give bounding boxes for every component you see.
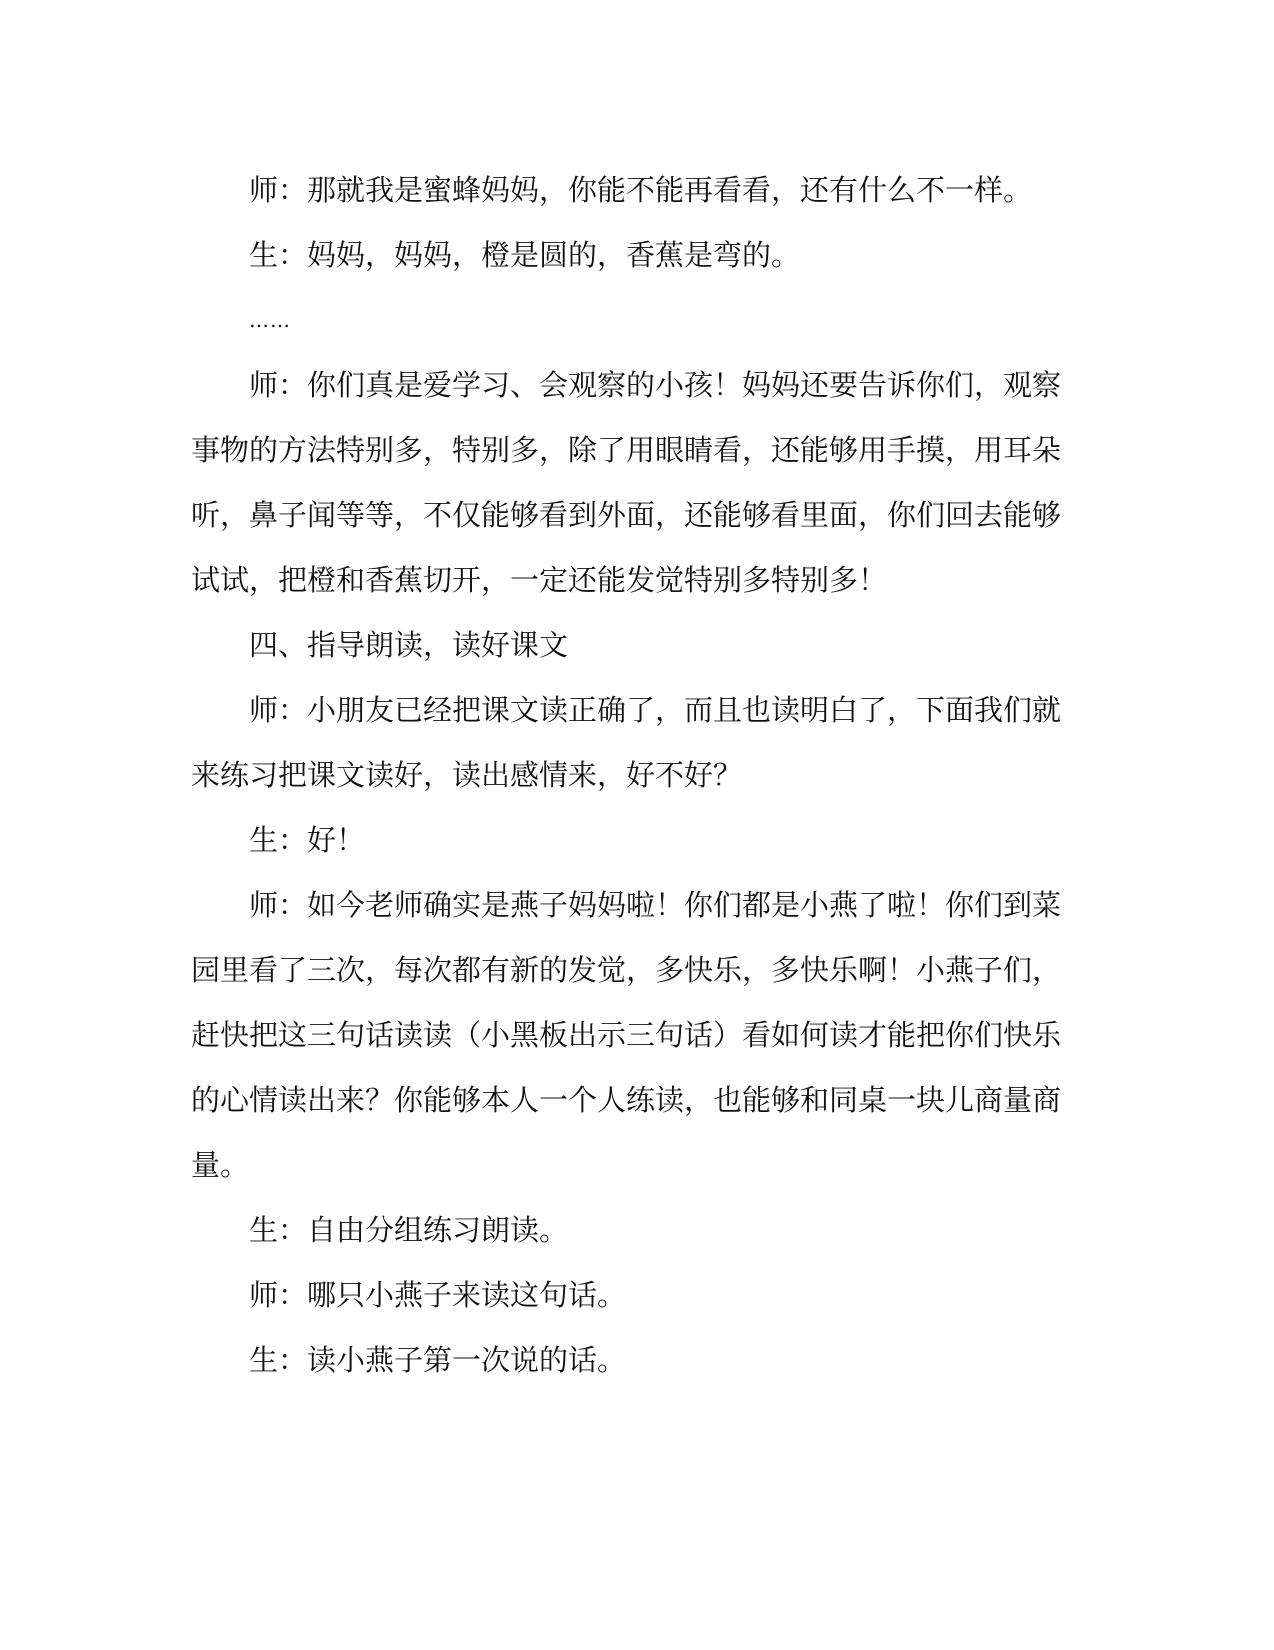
paragraph-teacher-observation: 师：你们真是爱学习、会观察的小孩！妈妈还要告诉你们，观察事物的方法特别多，特别多，除了用眼睛看，还能够用手摸，用耳朵听，鼻子闻等等，不仅能够看到外面，还能够看里面，你们回去能够试试，把橙和香蕉切开，一定还能发觉特别多特别多！ <box>191 368 1062 597</box>
paragraph-student-ok: 生：好！ <box>249 823 366 857</box>
document-body <box>191 158 1067 1393</box>
section-heading-reading-guidance: 四、指导朗读，读好课文 <box>249 628 569 662</box>
paragraph-student-orange-banana: 生：妈妈，妈妈，橙是圆的，香蕉是弯的。 <box>249 238 801 272</box>
paragraph-student-first-words: 生：读小燕子第一次说的话。 <box>249 1343 627 1377</box>
paragraph-ellipsis: …… <box>249 308 291 332</box>
paragraph-student-group-practice: 生：自由分组练习朗读。 <box>249 1213 569 1247</box>
paragraph-teacher-swallow-mother: 师：如今老师确实是燕子妈妈啦！你们都是小燕了啦！你们到菜园里看了三次，每次都有新的发觉，多快乐，多快乐啊！小燕子们，赶快把这三句话读读（小黑板出示三句话）看如何读才能把你们快乐的心情读出来？你能够本人一个人练读，也能够和同桌一块儿商量商量。 <box>191 888 1062 1182</box>
paragraph-teacher-bee-mother: 师：那就我是蜜蜂妈妈，你能不能再看看，还有什么不一样。 <box>249 173 1033 207</box>
paragraph-teacher-which-swallow: 师：哪只小燕子来读这句话。 <box>249 1278 627 1312</box>
paragraph-teacher-read-well: 师：小朋友已经把课文读正确了，而且也读明白了，下面我们就来练习把课文读好，读出感情来，好不好？ <box>191 693 1062 792</box>
